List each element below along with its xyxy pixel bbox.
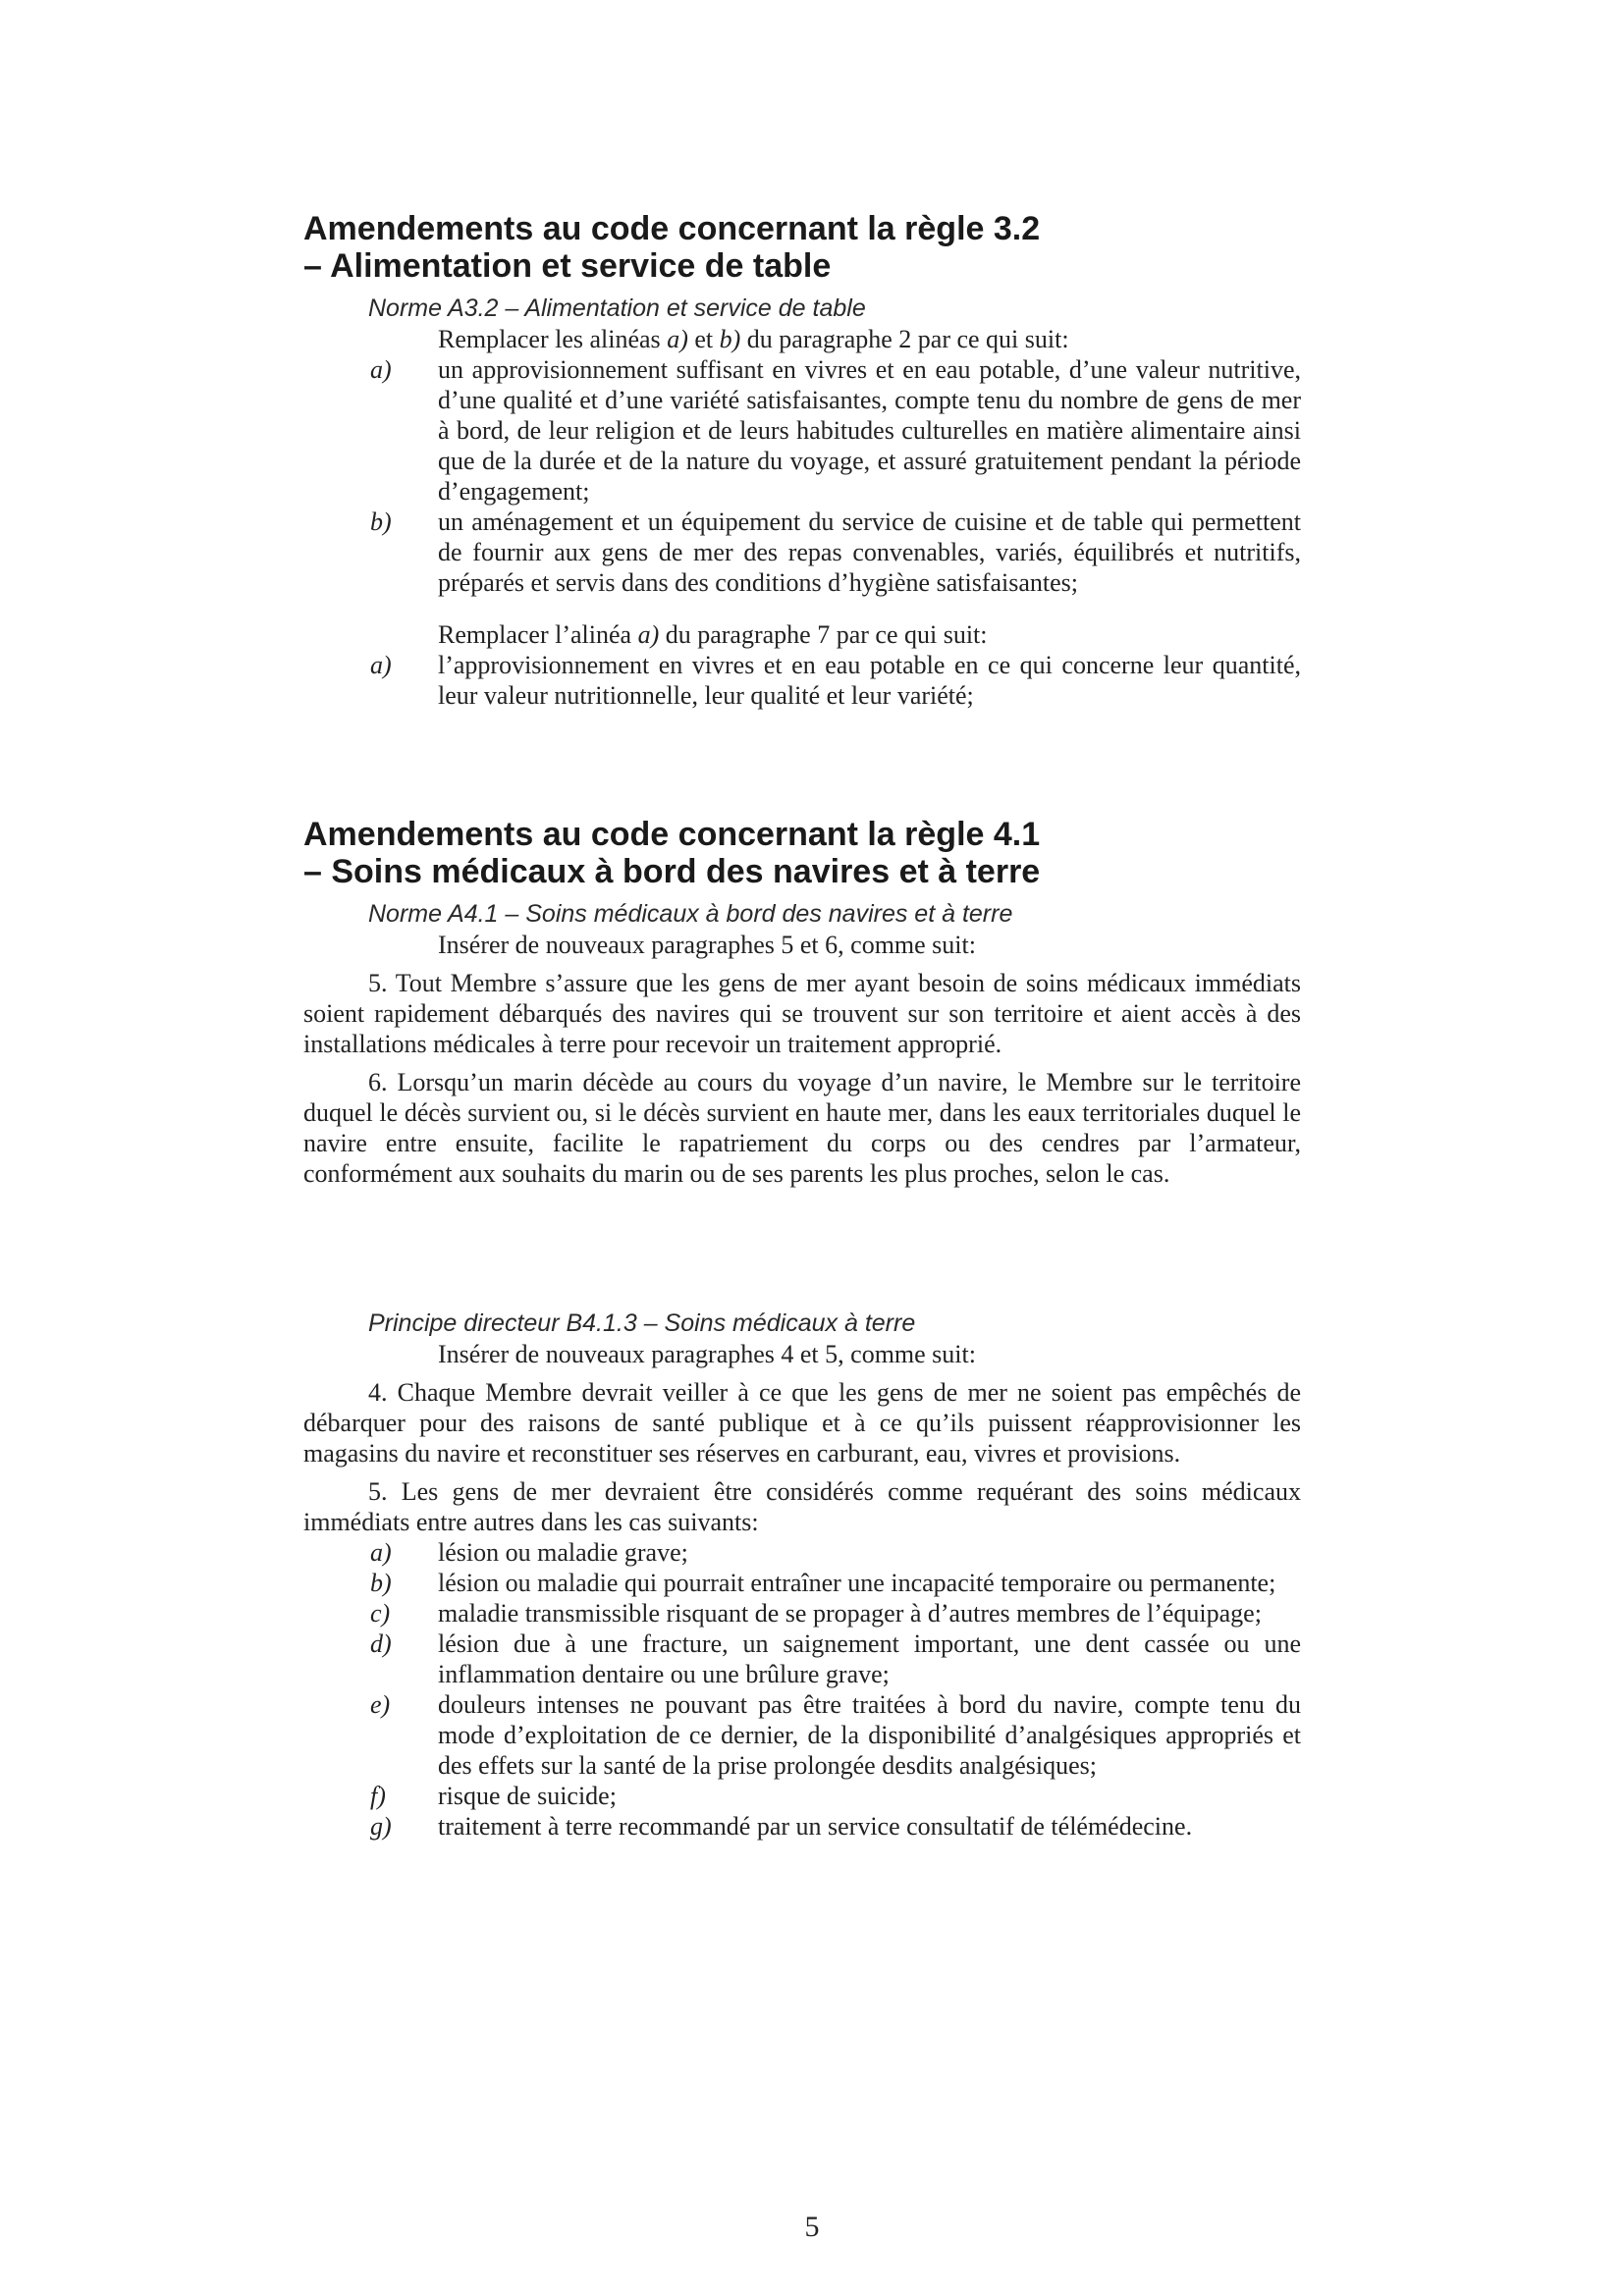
guideline-heading: Principe directeur B4.1.3 – Soins médicaux à terre — [368, 1309, 916, 1337]
instruction-text: Insérer de nouveaux paragraphes 5 et 6, comme suit: — [438, 931, 976, 959]
paragraph-5: 5. Les gens de mer devraient être considérés comme requérant des soins médicaux immédiats entre autres dans les cas suivants: — [303, 1477, 1301, 1536]
section-rule-4-1 — [303, 816, 1301, 1189]
instruction-text: Insérer de nouveaux paragraphes 4 et 5, comme suit: — [438, 1340, 976, 1368]
list-item: c) maladie transmissible risquant de se propager à d’autres membres de l’équipage; — [370, 1599, 1262, 1628]
list-item: a) l’approvisionnement en vivres et en eau potable en ce qui concerne leur quantité, leur valeur nutritionnelle, leur qualité et leur variété; — [370, 651, 1301, 710]
section-title-line-2: – Alimentation et service de table — [303, 247, 832, 285]
section-title-line-2: – Soins médicaux à bord des navires et à terre — [303, 853, 1041, 890]
list-item: f) risque de suicide; — [370, 1782, 617, 1810]
section-rule-3-2 — [303, 210, 1301, 711]
section-title-line-1: Amendements au code concernant la règle 3.2 — [303, 210, 1041, 247]
list-item: a) un approvisionnement suffisant en vivres et en eau potable, d’une valeur nutritive, d’une qualité et d’une variété satisfaisantes, compte tenu du nombre de gens de mer à bord, de leur religion et de leurs habitudes culturelles en matière alimentaire ainsi que de la durée et de la nature du voyage, et assuré gratuitement pendant la période d’engagement; — [370, 355, 1301, 506]
list-item: a) lésion ou maladie grave; — [370, 1538, 688, 1567]
instruction-text: Remplacer les alinéas a) et b) du paragraphe 2 par ce qui suit: — [438, 325, 1069, 353]
list-item: e) douleurs intenses ne pouvant pas être traitées à bord du navire, compte tenu du mode d’exploitation de ce dernier, de la disponibilité d’analgésiques appropriés et des effets sur la santé de la prise prolongée desdits analgésiques; — [370, 1690, 1301, 1780]
instruction-text: Remplacer l’alinéa a) du paragraphe 7 par ce qui suit: — [438, 620, 988, 649]
paragraph-6: 6. Lorsqu’un marin décède au cours du voyage d’un navire, le Membre sur le territoire duquel le décès survient ou, si le décès survient en haute mer, dans les eaux territoriales duquel le navire entre ensuite, facilite le rapatriement du corps ou des cendres par l’armateur, conformément aux souhaits du marin ou de ses parents les plus proches, selon le cas. — [303, 1068, 1301, 1188]
norm-heading: Norme A4.1 – Soins médicaux à bord des navires et à terre — [368, 900, 1013, 928]
list-item: g) traitement à terre recommandé par un service consultatif de télémédecine. — [370, 1812, 1193, 1841]
norm-heading: Norme A3.2 – Alimentation et service de table — [368, 294, 866, 322]
section-title-line-1: Amendements au code concernant la règle 4.1 — [303, 816, 1041, 853]
paragraph-5: 5. Tout Membre s’assure que les gens de mer ayant besoin de soins médicaux immédiats soient rapidement débarqués des navires qui se trouvent sur son territoire et aient accès à des installations médicales à terre pour recevoir un traitement approprié. — [303, 969, 1301, 1058]
list-item: b) un aménagement et un équipement du service de cuisine et de table qui permettent de fournir aux gens de mer des repas convenables, variés, équilibrés et nutritifs, préparés et servis dans des conditions d’hygiène satisfaisantes; — [370, 507, 1301, 597]
page-number: 5 — [804, 2211, 820, 2243]
list-item: d) lésion due à une fracture, un saignement important, une dent cassée ou une inflammation dentaire ou une brûlure grave; — [370, 1629, 1301, 1688]
paragraph-4: 4. Chaque Membre devrait veiller à ce que les gens de mer ne soient pas empêchés de débarquer pour des raisons de santé publique et à ce qu’ils puissent réapprovisionner les magasins du navire et reconstituer ses réserves en carburant, eau, vivres et provisions. — [303, 1378, 1301, 1468]
section-guideline-b4-1-3 — [303, 1308, 1301, 1842]
list-item: b) lésion ou maladie qui pourrait entraîner une incapacité temporaire ou permanente; — [370, 1569, 1276, 1597]
